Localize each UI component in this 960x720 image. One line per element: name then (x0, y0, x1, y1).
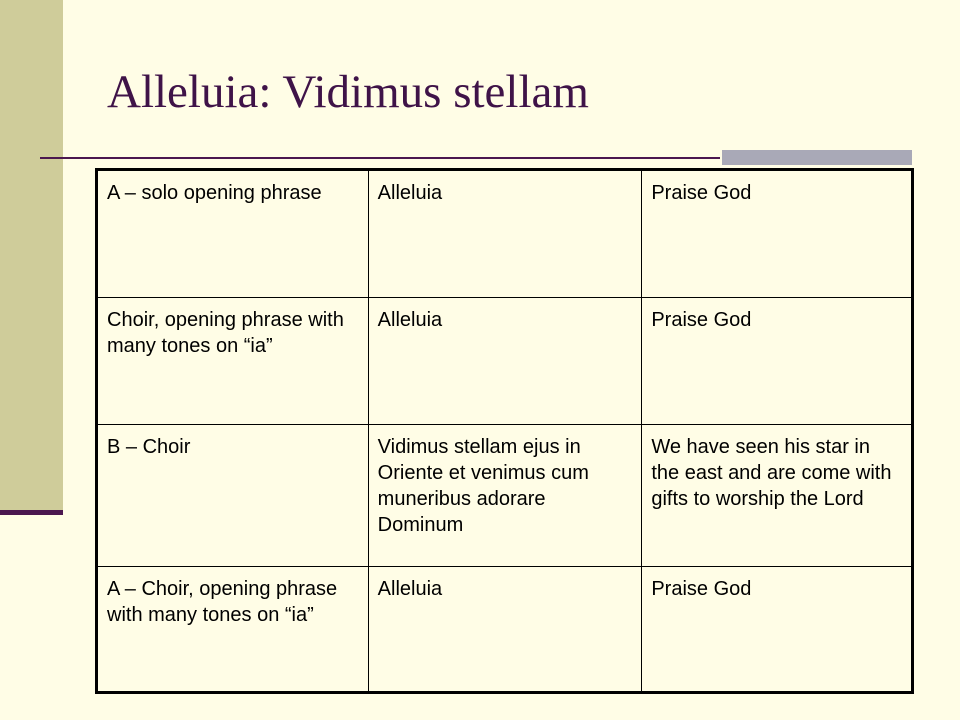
table-cell-section: A – Choir, opening phrase with many tones on “ia” (97, 567, 369, 693)
table-row (97, 567, 913, 693)
table-cell-latin: Alleluia (368, 170, 642, 298)
table-cell-section: Choir, opening phrase with many tones on “ia” (97, 298, 369, 425)
table-cell-section: A – solo opening phrase (97, 170, 369, 298)
title-divider (40, 157, 720, 159)
table-row (97, 425, 913, 567)
table-cell-translation: We have seen his star in the east and are come with gifts to worship the Lord (642, 425, 913, 567)
table-cell-translation: Praise God (642, 170, 913, 298)
table-cell-translation: Praise God (642, 298, 913, 425)
table-cell-section: B – Choir (97, 425, 369, 567)
content-table (95, 168, 914, 694)
table-cell-latin: Alleluia (368, 298, 642, 425)
table-cell-latin: Vidimus stellam ejus in Oriente et venimus cum muneribus adorare Dominum (368, 425, 642, 567)
side-bar-decoration (0, 0, 63, 510)
table-cell-latin: Alleluia (368, 567, 642, 693)
table-cell-translation: Praise God (642, 567, 913, 693)
slide-title: Alleluia: Vidimus stellam (107, 66, 589, 118)
table-row (97, 298, 913, 425)
title-divider-accent (722, 150, 912, 165)
table-row (97, 170, 913, 298)
side-accent-line (0, 510, 63, 515)
